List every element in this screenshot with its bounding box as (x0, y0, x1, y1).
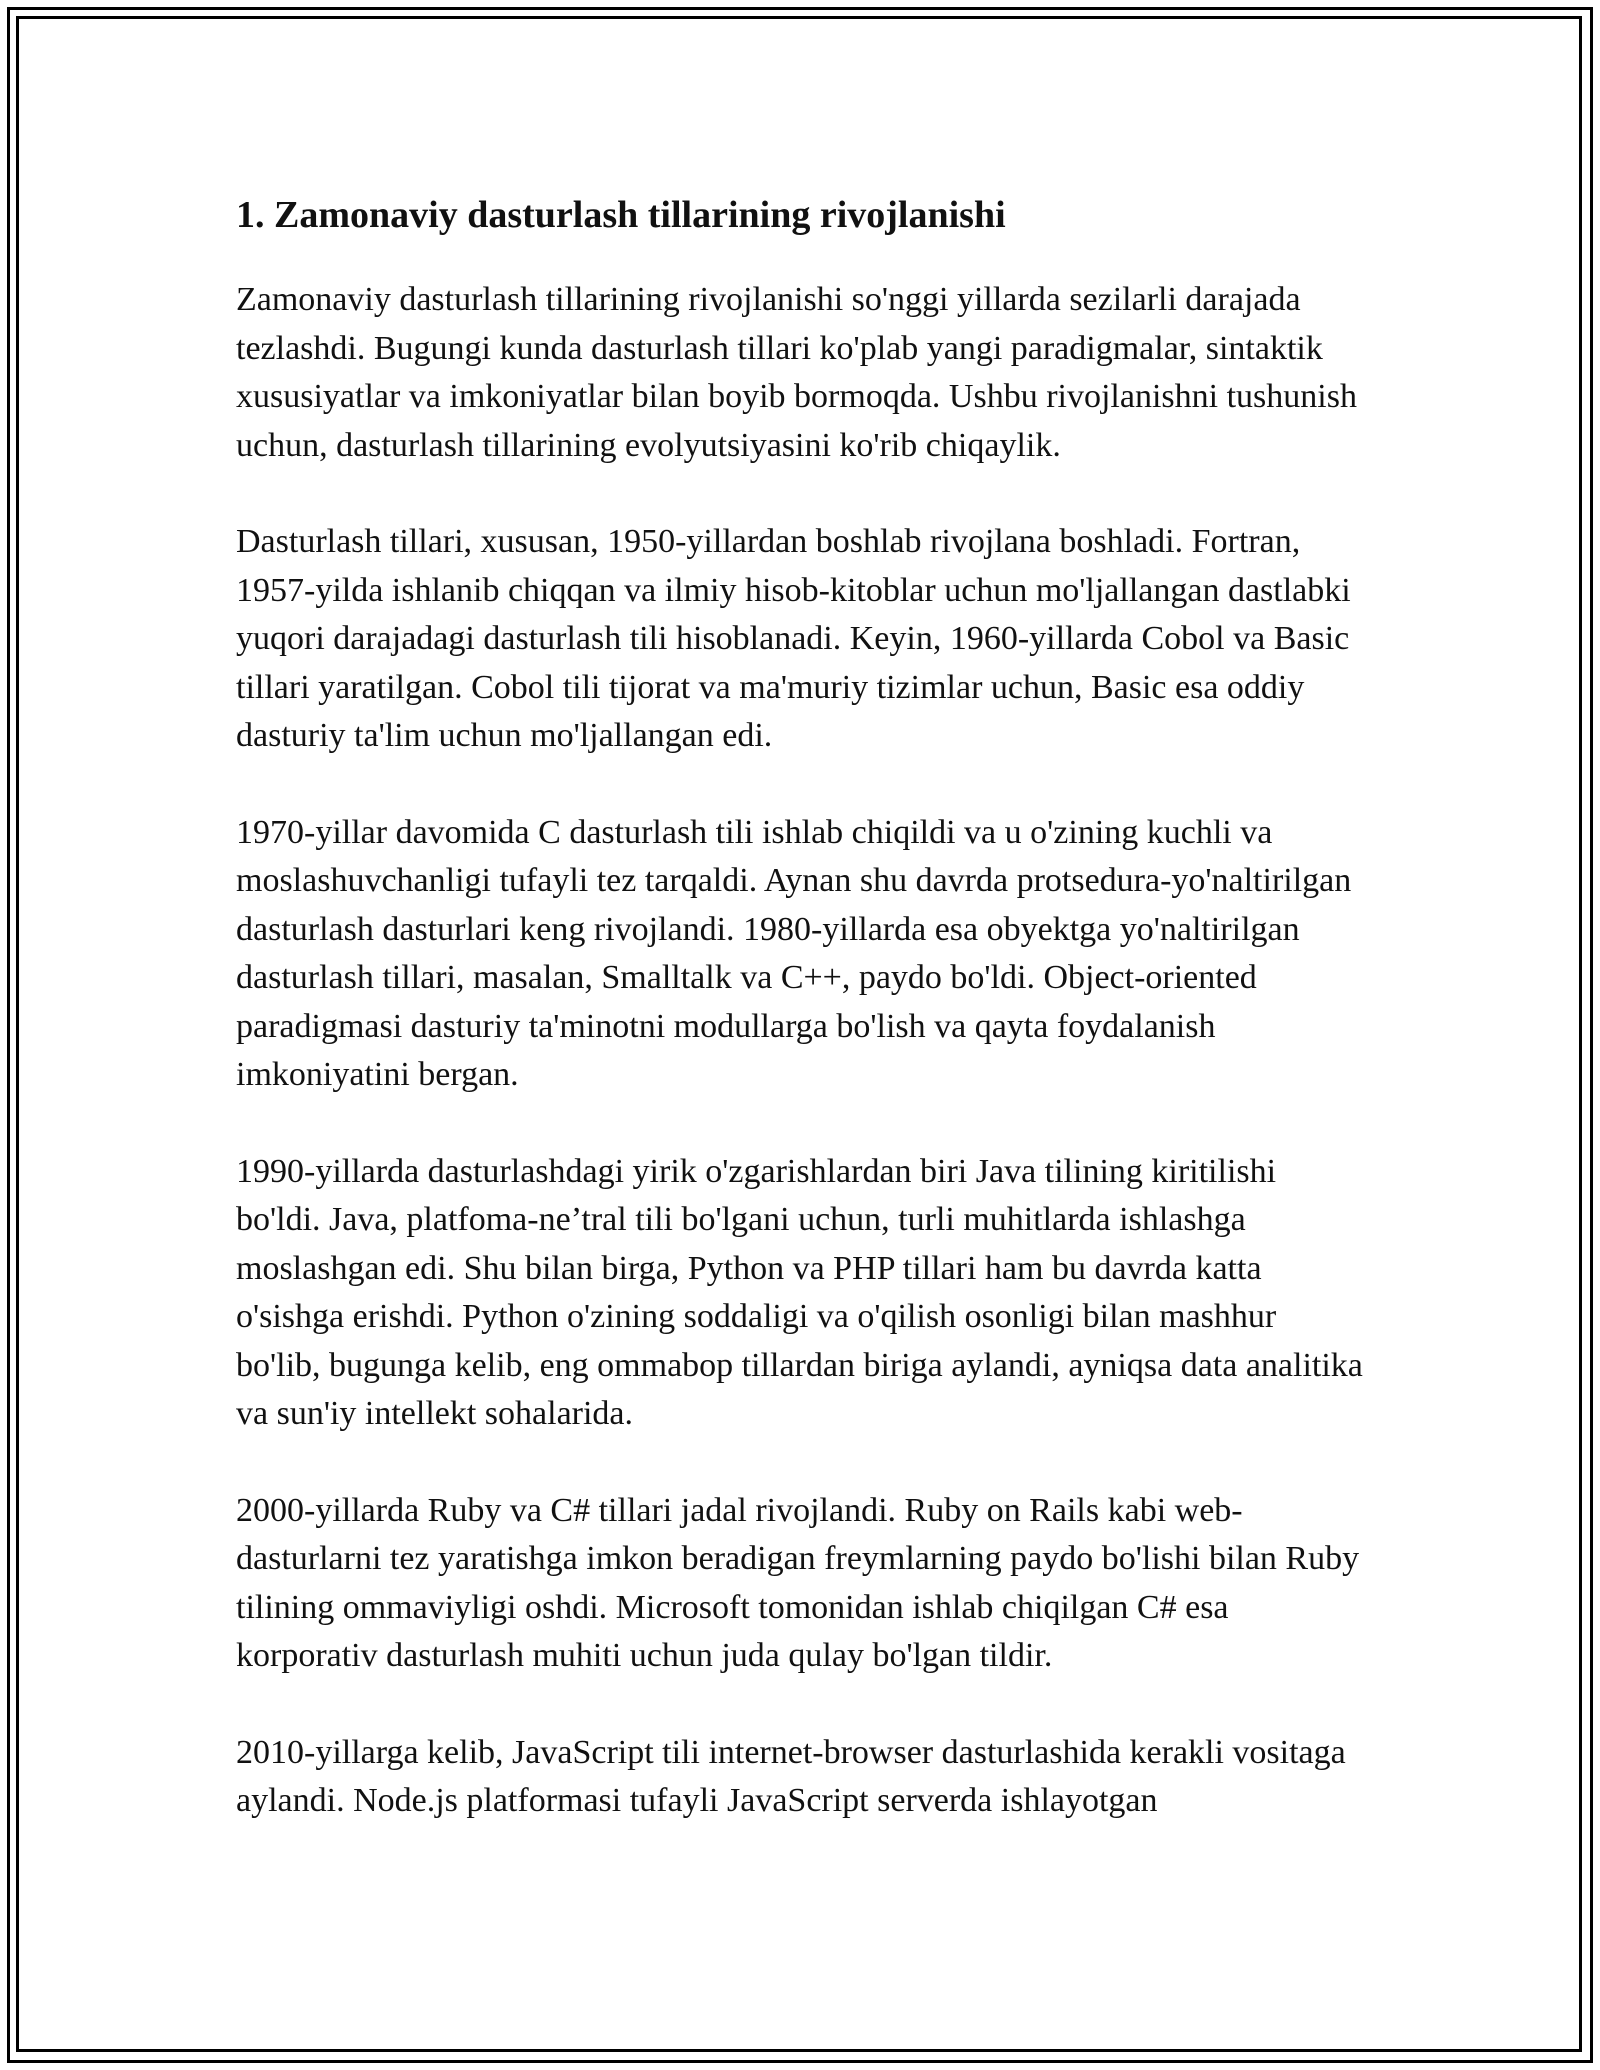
paragraph-1: Zamonaviy dasturlash tillarining rivojlanishi so'nggi yillarda sezilarli darajada tezlashdi. Bugungi kunda dasturlash tillari ko'plab yangi paradigmalar, sintaktik xususiyatlar va imkoniyatlar bilan boyib bormoqda. Ushbu rivojlanishni tushunish uchun, dasturlash tillarining evolyutsiyasini ko'rib chiqaylik. (236, 281, 1357, 464)
paragraph-5: 2000-yillarda Ruby va C# tillari jadal rivojlandi. Ruby on Rails kabi web-dasturlarni tez yaratishga imkon beradigan freymlarning paydo bo'lishi bilan Ruby tilining ommaviyligi oshdi. Microsoft tomonidan ishlab chiqilgan C# esa korporativ dasturlash muhiti uchun juda qulay bo'lgan tildir. (236, 1491, 1360, 1674)
document-page (236, 180, 1366, 1874)
paragraph-3: 1970-yillar davomida C dasturlash tili ishlab chiqildi va u o'zining kuchli va moslashuvchanligi tufayli tez tarqaldi. Aynan shu davrda protsedura-yo'naltirilgan dasturlash dasturlari keng rivojlandi. 1980-yillarda esa obyektga yo'naltirilgan dasturlash tillari, masalan, Smalltalk va C++, paydo bo'ldi. Object-oriented paradigmasi dasturiy ta'minotni modullarga bo'lish va qayta foydalanish imkoniyatini bergan. (236, 813, 1352, 1093)
paragraph-4: 1990-yillarda dasturlashdagi yirik o'zgarishlardan biri Java tilining kiritilishi bo'ldi. Java, platfoma-ne’tral tili bo'lgani uchun, turli muhitlarda ishlashga moslashgan edi. Shu bilan birga, Python va PHP tillari ham bu davrda katta o'sishga erishdi. Python o'zining soddaligi va o'qilish osonligi bilan mashhur bo'lib, bugunga kelib, eng ommabop tillardan biriga aylandi, ayniqsa data analitika va sun'iy intellekt sohalarida. (236, 1152, 1363, 1432)
section-heading: 1. Zamonaviy dasturlash tillarining rivojlanishi (236, 194, 1006, 236)
paragraph-2: Dasturlash tillari, xususan, 1950-yillardan boshlab rivojlana boshladi. Fortran, 1957-yilda ishlanib chiqqan va ilmiy hisob-kitoblar uchun mo'ljallangan dastlabki yuqori darajadagi dasturlash tili hisoblanadi. Keyin, 1960-yillarda Cobol va Basic tillari yaratilgan. Cobol tili tijorat va ma'muriy tizimlar uchun, Basic esa oddiy dasturiy ta'lim uchun mo'ljallangan edi. (236, 523, 1351, 754)
paragraph-6: 2010-yillarga kelib, JavaScript tili internet-browser dasturlashida kerakli vositaga aylandi. Node.js platformasi tufayli JavaScript serverda ishlayotgan (236, 1733, 1346, 1819)
